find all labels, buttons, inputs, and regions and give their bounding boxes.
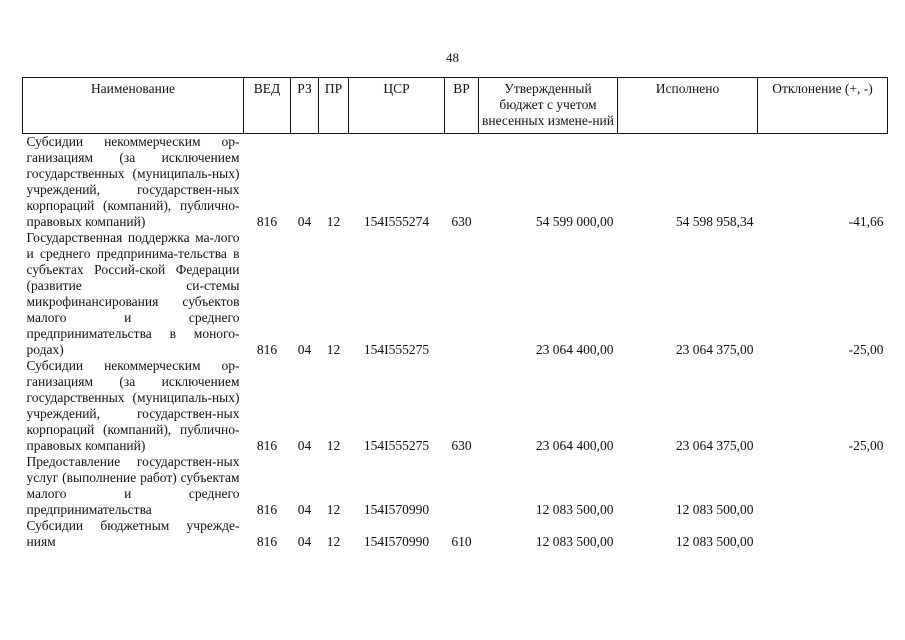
header-pr: ПР: [319, 78, 349, 134]
row-pr: 12: [326, 342, 341, 357]
row-executed: 23 064 375,00: [675, 342, 754, 357]
table-row: [23, 518, 888, 550]
row-vr: 630: [451, 438, 472, 453]
row-deviation: -25,00: [848, 438, 884, 453]
table-header-row: [23, 78, 888, 134]
row-deviation: [758, 518, 888, 550]
header-executed: Исполнено: [618, 78, 758, 134]
row-rz: 04: [297, 502, 312, 517]
header-approved: Утвержденный бюджет с учетом внесенных измене-ний: [479, 78, 618, 134]
row-rz: 04: [297, 214, 312, 229]
row-executed: 23 064 375,00: [675, 438, 754, 453]
row-name: Субсидии некоммерческим ор-ганизациям (за исключением государственных (муниципаль-ных) учреждений, государствен-ных корпораций (компаний), публично-правовых компаний): [26, 134, 240, 229]
row-csr: 154I555274: [363, 214, 430, 229]
page-number: 48: [446, 50, 459, 65]
row-ved: 816: [256, 502, 278, 517]
row-name: Предоставление государствен-ных услуг (выполнение работ) субъектам малого и среднего предпринимательства: [26, 454, 240, 517]
row-name: Субсидии некоммерческим ор-ганизациям (за исключением государственных (муниципаль-ных) учреждений, государствен-ных корпораций (компаний), публично-правовых компаний): [26, 358, 240, 453]
row-approved: 12 083 500,00: [535, 502, 614, 517]
row-executed: 54 598 958,34: [675, 214, 754, 229]
row-name: Субсидии бюджетным учрежде-ниям: [26, 518, 240, 549]
row-pr: 12: [326, 534, 341, 549]
row-ved: 816: [256, 342, 278, 357]
row-pr: 12: [326, 438, 341, 453]
row-deviation: -41,66: [848, 214, 884, 229]
row-vr: [445, 230, 479, 358]
table-row: [23, 454, 888, 518]
row-csr: 154I570990: [363, 534, 430, 549]
header-vr: ВР: [445, 78, 479, 134]
row-deviation: [758, 454, 888, 518]
row-executed: 12 083 500,00: [675, 534, 754, 549]
row-vr: [445, 454, 479, 518]
header-deviation: Отклонение (+, -): [758, 78, 888, 134]
row-vr: 630: [451, 214, 472, 229]
row-vr: 610: [451, 534, 472, 549]
row-approved: 23 064 400,00: [535, 342, 614, 357]
header-name: Наименование: [23, 78, 244, 134]
row-ved: 816: [256, 534, 278, 549]
budget-table: [22, 77, 888, 550]
row-pr: 12: [326, 214, 341, 229]
header-rz: РЗ: [291, 78, 319, 134]
row-approved: 54 599 000,00: [535, 214, 614, 229]
table-row: [23, 134, 888, 231]
row-csr: 154I570990: [363, 502, 430, 517]
row-rz: 04: [297, 534, 312, 549]
row-approved: 23 064 400,00: [535, 438, 614, 453]
header-ved: ВЕД: [244, 78, 291, 134]
row-rz: 04: [297, 438, 312, 453]
table-row: [23, 230, 888, 358]
row-deviation: -25,00: [848, 342, 884, 357]
row-csr: 154I555275: [363, 342, 430, 357]
row-rz: 04: [297, 342, 312, 357]
row-csr: 154I555275: [363, 438, 430, 453]
row-executed: 12 083 500,00: [675, 502, 754, 517]
row-pr: 12: [326, 502, 341, 517]
row-name: Государственная поддержка ма-лого и среднего предпринима-тельства в субъектах Россий-ской Федерации (развитие си-стемы микрофинансирования субъектов малого и среднего предпринимательства в моного-родах): [26, 230, 240, 357]
row-ved: 816: [256, 438, 278, 453]
table-row: [23, 358, 888, 454]
row-approved: 12 083 500,00: [535, 534, 614, 549]
row-ved: 816: [256, 214, 278, 229]
header-csr: ЦСР: [349, 78, 445, 134]
